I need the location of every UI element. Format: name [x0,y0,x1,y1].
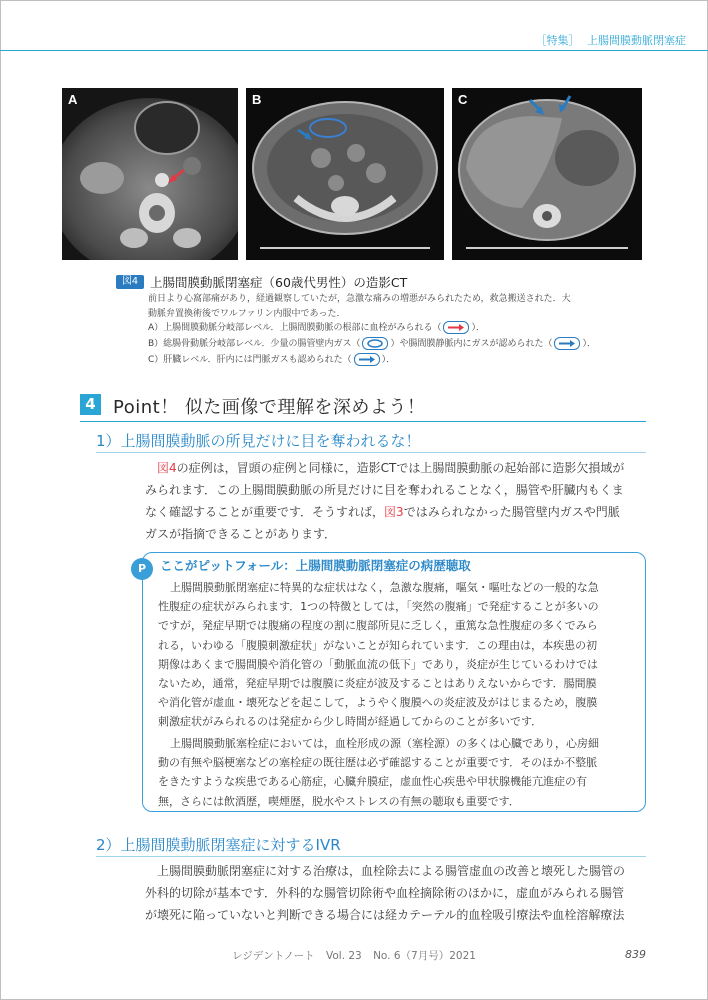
subsection-1-rule [96,452,646,453]
pitfall-paragraph-2 [158,734,634,811]
section-title: Point！ 似た画像で理解を深めよう！ [113,397,426,418]
figure-item-b-text: B）総腸骨動脈分岐部レベル．少量の腸管壁内ガス（ [148,339,361,349]
figure-ref-3: 図3 [384,505,404,519]
figure-desc-line-2: 動脈弁置換術後でワルファリン内服中であった． [148,308,346,319]
red-arrow-legend-icon [443,321,469,334]
ct-scan-a-graphic [62,88,238,260]
page-number: 839 [625,948,646,961]
pitfall-line-1: 上腸間膜動脈閉塞症に特異的な症状はなく，急激な腹痛，嘔気・嘔吐などの一般的な急 [170,581,599,594]
header-title: 上腸間膜動脈閉塞症 [587,34,686,47]
running-header [532,32,687,48]
figure-item-a [148,320,485,334]
figure-item-c-end: ）． [381,355,396,365]
subsection-1-body [145,457,649,545]
sub2-line-1: 上腸間膜動脈閉塞症に対する治療は，血栓除去による腸管虚血の改善と壊死した腸管の [157,864,626,878]
pitfall-line-6: ないため，通常，発症早期では腹膜に炎症が波及することはありえないからです．腸間膜 [158,677,597,691]
figure-item-b-end: ）． [582,339,596,349]
body-line-3 [145,501,649,523]
pitfall-line-12: 無，さらには飲酒歴，喫煙歴，脱水やストレスの有無の聴取も重要です． [158,794,520,808]
ct-image-b [246,88,444,260]
footer-journal: レジデントノート [232,950,315,962]
ct-scan-b-graphic [246,88,444,260]
pitfall-line-11: をきたすような疾患である心筋症，心臓弁膜症，虚血性心疾患や甲状腺機能亢進症の有 [158,775,587,789]
blue-arrow-legend-icon [554,337,580,350]
pitfall-line-8: 刺激症状がみられるのは発症から少し時間が経過してからのことが多いです． [158,715,543,729]
figure-ref-4: 図4 [157,461,177,475]
pitfall-line-10: 動の有無や脳梗塞などの塞栓症の既往歴は必ず確認することが重要です．そのほか不整脈 [158,756,598,770]
pitfall-title: ここがピットフォール：上腸間膜動脈閉塞症の病歴聴取 [160,558,471,573]
body-line-2: みられます．この上腸間膜動脈の所見だけに目を奪われることなく，腸管や肝臓内もくま [145,483,624,497]
pitfall-paragraph-1 [158,578,634,732]
pitfall-line-2: 性腹症の症状がみられます．1つの特徴としては，「突然の腹痛」で発症することが多いの [158,600,599,614]
figure-item-a-end: ）． [471,323,485,333]
section-rule [80,421,646,422]
subsection-1-title: 1）上腸間膜動脈の所見だけに目を奪われるな！ [96,432,421,450]
panel-label-b: B [252,92,262,107]
circle-legend-icon [362,337,388,350]
figure-badge: 図4 [116,275,144,289]
figure-desc-line-1: 前日より心窩部痛があり，経過観察していたが，急激な痛みの増悪がみられたため，救急搬送された．大 [148,294,571,304]
body-line-1 [145,457,649,479]
ct-image-c [452,88,642,260]
figure-item-b-mid: ）や腸間膜静脈内にガスが認められた（ [390,339,553,349]
header-rule [0,50,708,51]
ct-scan-c-graphic [452,88,642,260]
pitfall-line-7: や消化管が虚血・壊死などを起こして，ようやく腹膜への炎症波及がはじまるため，腹膜 [158,696,598,710]
body-line-4: ガスが指摘できることがあります． [145,527,337,541]
pitfall-line-4: れる，いわゆる「腹膜刺激症状」がないことが知られています．この理由は，本疾患の初 [158,638,598,652]
sub2-line-2: 外科的切除が基本です．外科的な腸管切除術や血栓摘除術のほかに，虚血がみられる腸管 [145,886,625,900]
body-line-3-text: なく確認することが重要です．そうすれば， [145,505,385,519]
body-line-3-end: ではみられなかった腸管壁内ガスや門脈 [403,505,620,519]
figure-item-c-text: C）肝臓レベル．肝内には門脈ガスも認められた（ [148,355,352,365]
sub2-line-3: が壊死に陥っていないと判断できる場合には経カテーテル的血栓吸引療法や血栓溶解療法 [145,908,625,922]
header-tag: ［特集］ [535,34,580,47]
figure-item-a-text: A）上腸間膜動脈分岐部レベル．上腸間膜動脈の根部に血栓がみられる（ [148,323,442,333]
figure-item-c [148,352,395,366]
subsection-2-body [145,860,649,926]
subsection-2-rule [96,856,646,857]
blue-arrow-legend-icon-2 [354,353,380,366]
pitfall-line-9: 上腸間膜動脈塞栓症においては，血栓形成の源（塞栓源）の多くは心臓であり，心房細 [170,737,599,750]
footer-issue: No. 6（7月号）2021 [373,950,476,962]
pitfall-line-3: ですが，発症早期では腹痛の程度の割に腹部所見に乏しく，重篤な急性腹症の多くでみら [158,619,598,633]
figure-title: 上腸間膜動脈閉塞症（60歳代男性）の造影CT [150,275,408,290]
figure-description [148,292,608,321]
subsection-2-title: 2）上腸間膜動脈閉塞症に対するIVR [96,836,341,854]
panel-label-a: A [68,92,78,107]
pitfall-line-5: 期像はあくまで腸間膜や消化管の「動脈血流の低下」であり，炎症が生じているわけでは [158,657,598,671]
figure-item-b [148,336,596,350]
pitfall-icon: P [131,558,153,580]
ct-image-a [62,88,238,260]
body-line-1-text: の症例は，冒頭の症例と同様に，造影CTでは上腸間膜動脈の起始部に造影欠損域が [176,461,625,475]
page-footer [0,948,708,963]
panel-label-c: C [458,92,468,107]
footer-volume: Vol. 23 [325,950,362,962]
section-number: 4 [80,394,101,415]
